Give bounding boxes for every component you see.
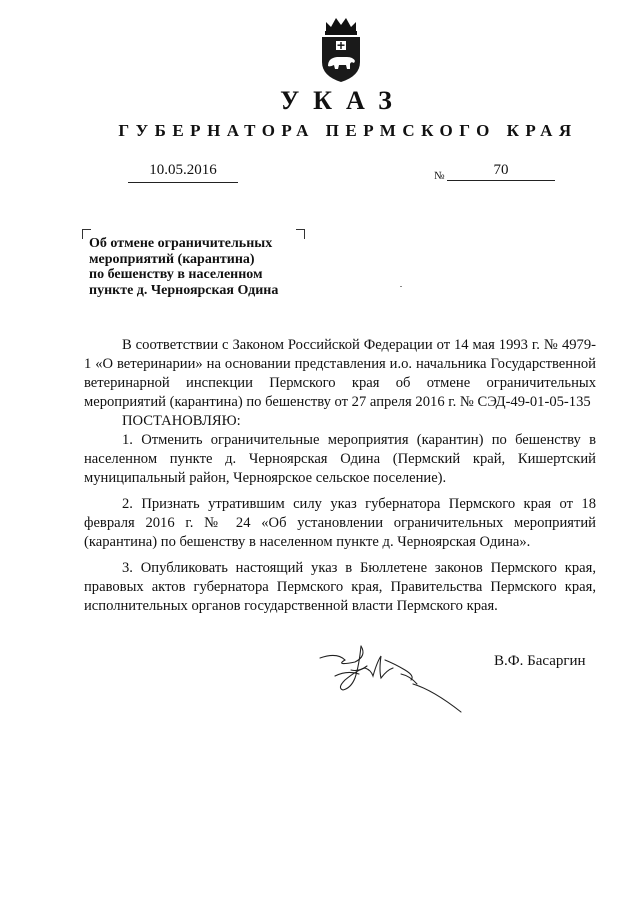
subject-heading xyxy=(89,236,319,298)
item-paragraph: 3. Опубликовать настоящий указ в Бюллетене законов Пермского края, правовых актов губернатора Пермского края, Правительства Пермского края, исполнительных органов государственной власти Пермского края. xyxy=(84,560,596,614)
document-subtitle: ГУБЕРНАТОРА ПЕРМСКОГО КРАЯ xyxy=(118,121,578,140)
document-title: УКАЗ xyxy=(280,86,406,115)
signature-icon xyxy=(315,640,465,718)
resolve-heading: ПОСТАНОВЛЯЮ: xyxy=(122,413,241,429)
coat-of-arms-icon xyxy=(318,14,364,84)
number-label: № xyxy=(434,170,445,182)
document-body xyxy=(84,336,596,616)
document-date: 10.05.2016 xyxy=(128,162,238,183)
item-paragraph: 1. Отменить ограничительные мероприятия (карантин) по бешенству в населенном пункте д. Черноярская Одина (Пермский край, Кишертский муниципальный район, Черноярское сельское поселение). xyxy=(84,432,596,486)
signer-name: В.Ф. Басаргин xyxy=(494,653,586,669)
document-number: 70 xyxy=(447,162,555,181)
scan-speck xyxy=(400,286,402,287)
subject-line: мероприятий (карантина) xyxy=(89,251,255,267)
subject-line: по бешенству в населенном xyxy=(89,267,263,282)
preamble-paragraph: В соответствии с Законом Российской Федерации от 14 мая 1993 г. № 4979-1 «О ветеринарии» на основании представления и.о. начальника Государственной ветеринарной инспекции Пермского края об отмене ограничительных мероприятий (карантина) по бешенству от 27 апреля 2016 г. № СЭД-49-01-05-135 xyxy=(84,337,596,410)
subject-line: пункте д. Черноярская Одина xyxy=(89,282,279,298)
item-paragraph: 2. Признать утратившим силу указ губернатора Пермского края от 18 февраля 2016 г. № 24 «Об установлении ограничительных мероприятий (карантина) по бешенству в населенном пункте д. Черноярская Одина». xyxy=(84,496,596,550)
subject-line: Об отмене ограничительных xyxy=(89,236,273,251)
